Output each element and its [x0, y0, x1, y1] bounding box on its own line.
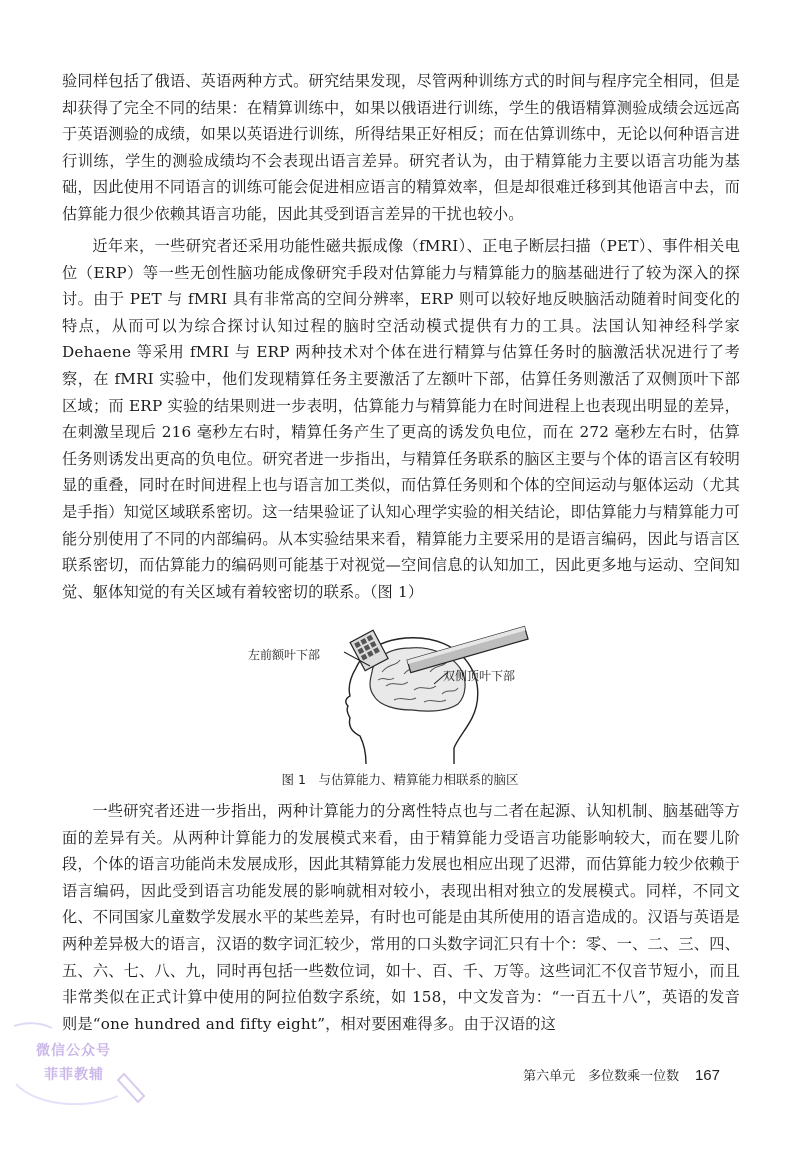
paragraph-text: 验同样包括了俄语、英语两种方式。研究结果发现，尽管两种训练方式的时间与程序完全相同，但是却获得了完全不同的结果：在精算训练中，如果以俄语进行训练，学生的俄语精算测验成绩会远远高于英语测验的成绩，如果以英语进行训练，所得结果正好相反；而在估算训练中，无论以何种语言进行训练，学生的测验成绩均不会表现出语言差异。研究者认为，由于精算能力主要以语言功能为基础，因此使用不同语言的训练可能会促进相应语言的精算效率，但是却很难迁移到其他语言中去，而估算能力很少依赖其语言功能，因此其受到语言差异的干扰也较小。 — [62, 72, 740, 223]
page-number: 167 — [694, 1067, 720, 1084]
page-footer — [523, 1065, 720, 1084]
head-brain-illustration — [248, 614, 548, 766]
figure-caption: 图 1 与估算能力、精算能力相联系的脑区 — [281, 772, 519, 787]
body-paragraph-3 — [62, 798, 740, 1037]
label-bilateral-parietal: 双侧顶叶下部 — [443, 669, 516, 683]
watermark-line-1: 微信公众号 — [36, 1043, 111, 1059]
body-paragraph-1 — [62, 68, 740, 228]
watermark — [6, 1014, 156, 1114]
body-paragraph-2 — [62, 233, 740, 605]
paragraph-text: 一些研究者还进一步指出，两种计算能力的分离性特点也与二者在起源、认知机制、脑基础等方面的差异有关。从两种计算能力的发展模式来看，由于精算能力受语言功能影响较大，而在婴儿阶段，个体的语言功能尚未发展成形，因此其精算能力发展也相应出现了迟滞，而估算能力较少依赖于语言编码，因此受到语言功能发展的影响就相对较小，表现出相对独立的发展模式。同样，不同文化、不同国家儿童数学发展水平的某些差异，有时也可能是由其所使用的语言造成的。汉语与英语是两种差异极大的语言，汉语的数字词汇较少，常用的口头数字词汇只有十个：零、一、二、三、四、五、六、七、八、九，同时再包括一些数位词，如十、百、千、万等。这些词汇不仅音节短小，而且非常类似在正式计算中使用的阿拉伯数字系统，如 158，中文发音为：“一百五十八”，英语的发音则是“one hundred and fifty eight”，相对要困难得多。由于汉语的这 — [62, 802, 740, 1033]
chapter-title: 第六单元 多位数乘一位数 — [523, 1069, 680, 1084]
paragraph-text: 近年来，一些研究者还采用功能性磁共振成像（fMRI）、正电子断层扫描（PET）、事件相关电位（ERP）等一些无创性脑功能成像研究手段对估算能力与精算能力的脑基础进行了较为深入的探讨。由于 PET 与 fMRI 具有非常高的空间分辨率，ERP 则可以较好地反映脑活动随着时间变化的特点，从而可以为综合探讨认知过程的脑时空活动模式提供有力的工具。法国认知神经科学家 Dehaene 等采用 fMRI 与 ERP 两种技术对个体在进行精算与估算任务时的脑激活状况进行了考察，在 fMRI 实验中，他们发现精算任务主要激活了左额叶下部，估算任务则激活了双侧顶叶下部区域；而 ERP 实验的结果则进一步表明，估算能力与精算能力在时间进程上也表现出明显的差异，在刺激呈现后 216 毫秒左右时，精算任务产生了更高的诱发负电位，而在 272 毫秒左右时，估算任务则诱发出更高的负电位。研究者进一步指出，与精算任务联系的脑区主要与个体的语言区有较明显的重叠，同时在时间进程上也与语言加工类似，而估算任务则和个体的空间运动与躯体运动（尤其是手指）知觉区域联系密切。这一结果验证了认知心理学实验的相关结论，即估算能力与精算能力可能分别使用了不同的内部编码。从本实验结果来看，精算能力主要采用的是语言编码，因此与语言区联系密切，而估算能力的编码则可能基于对视觉—空间信息的认知加工，因此更多地与运动、空间知觉、躯体知觉的有关区域有着较密切的联系。（图 1） — [62, 237, 740, 601]
brain-figure — [248, 614, 548, 766]
label-left-frontal: 左前额叶下部 — [248, 648, 321, 662]
watermark-line-2: 菲菲教辅 — [44, 1067, 104, 1083]
